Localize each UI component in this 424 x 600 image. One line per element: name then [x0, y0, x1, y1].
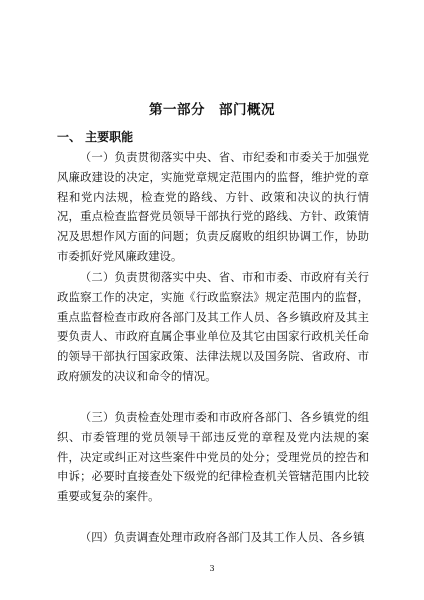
- paragraph-2: （二）负责贯彻落实中央、省、市和市委、市政府有关行政监察工作的决定，实施《行政监察法》规定范围内的监督，重点监督检查市政府各部门及其工作人员、各乡镇政府及其主要负责人、市政府直属企事业单位及其它由国家行政机关任命的领导干部执行国家政策、法律法规以及国务院、省政府、市政府颁发的决议和命令的情况。: [57, 270, 369, 383]
- section-heading: 一、 主要职能: [57, 130, 134, 144]
- paragraph-1: （一）负责贯彻落实中央、省、市纪委和市委关于加强党风廉政建设的决定，实施党章规定范围内的监督，维护党的章程和党内法规，检查党的路线、方针、政策和决议的执行情况，重点检查监督党员领导干部执行党的路线、方针、政策情况及思想作风方面的问题；负责反腐败的组织协调工作，协助市委抓好党风廉政建设。: [57, 150, 369, 263]
- paragraph-4: （四）负责调查处理市政府各部门及其工作人员、各乡镇: [79, 530, 365, 544]
- page-number: 3: [209, 564, 215, 573]
- paragraph-3: （三）负责检查处理市委和市政府各部门、各乡镇党的组织、市委管理的党员领导干部违反党的章程及党内法规的案件，决定或纠正对这些案件中党员的处分；受理党员的控告和申诉；必要时直接查处下级党的纪律检查机关管辖范围内比较重要或复杂的案件。: [57, 410, 369, 504]
- page-title: 第一部分 部门概况: [149, 102, 275, 118]
